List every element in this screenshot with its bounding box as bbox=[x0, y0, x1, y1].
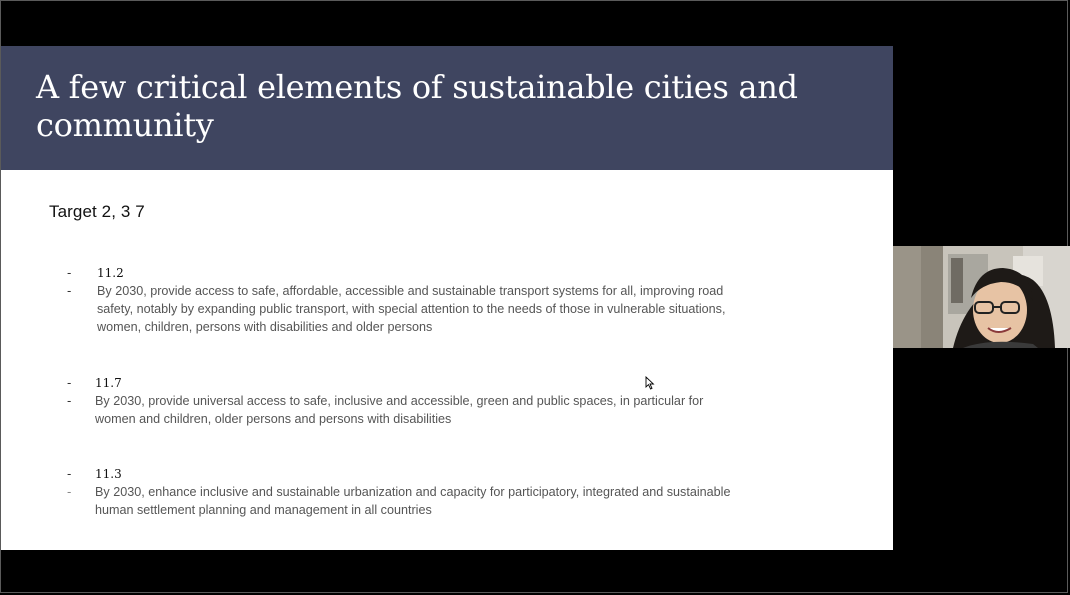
bullet-dash: - bbox=[67, 283, 72, 298]
bullet-dash: - bbox=[67, 393, 72, 408]
target-description: By 2030, provide access to safe, affordable, accessible and sustainable transport systems for all, improving road safety, notably by expanding public transport, with special attention to the needs of those in vulnerable situations, women, children, persons with disabilities and older persons bbox=[97, 284, 726, 334]
participant-video-image bbox=[893, 246, 1070, 348]
target-description: By 2030, enhance inclusive and sustainable urbanization and capacity for participatory, integrated and sustainable human settlement planning and management in all countries bbox=[95, 485, 731, 517]
target-item bbox=[67, 264, 747, 336]
webcam-video-feed bbox=[893, 246, 1070, 348]
bullet-dash: - bbox=[67, 466, 72, 481]
target-description: By 2030, provide universal access to safe, inclusive and accessible, green and public spaces, in particular for women and children, older persons and persons with disabilities bbox=[95, 394, 704, 426]
slide-header bbox=[1, 46, 893, 170]
slide-title: A few critical elements of sustainable cities and community bbox=[36, 68, 798, 144]
bullet-dash: - bbox=[67, 375, 72, 390]
slide-subtitle: Target 2, 3 7 bbox=[49, 202, 145, 221]
presentation-slide bbox=[1, 46, 893, 550]
target-item bbox=[67, 465, 747, 519]
target-number: 11.7 bbox=[95, 376, 122, 390]
bullet-dash: - bbox=[67, 484, 72, 499]
mouse-pointer-icon bbox=[645, 376, 655, 390]
bullet-dash: - bbox=[67, 265, 72, 280]
target-number: 11.3 bbox=[95, 467, 122, 481]
target-number: 11.2 bbox=[97, 266, 124, 280]
